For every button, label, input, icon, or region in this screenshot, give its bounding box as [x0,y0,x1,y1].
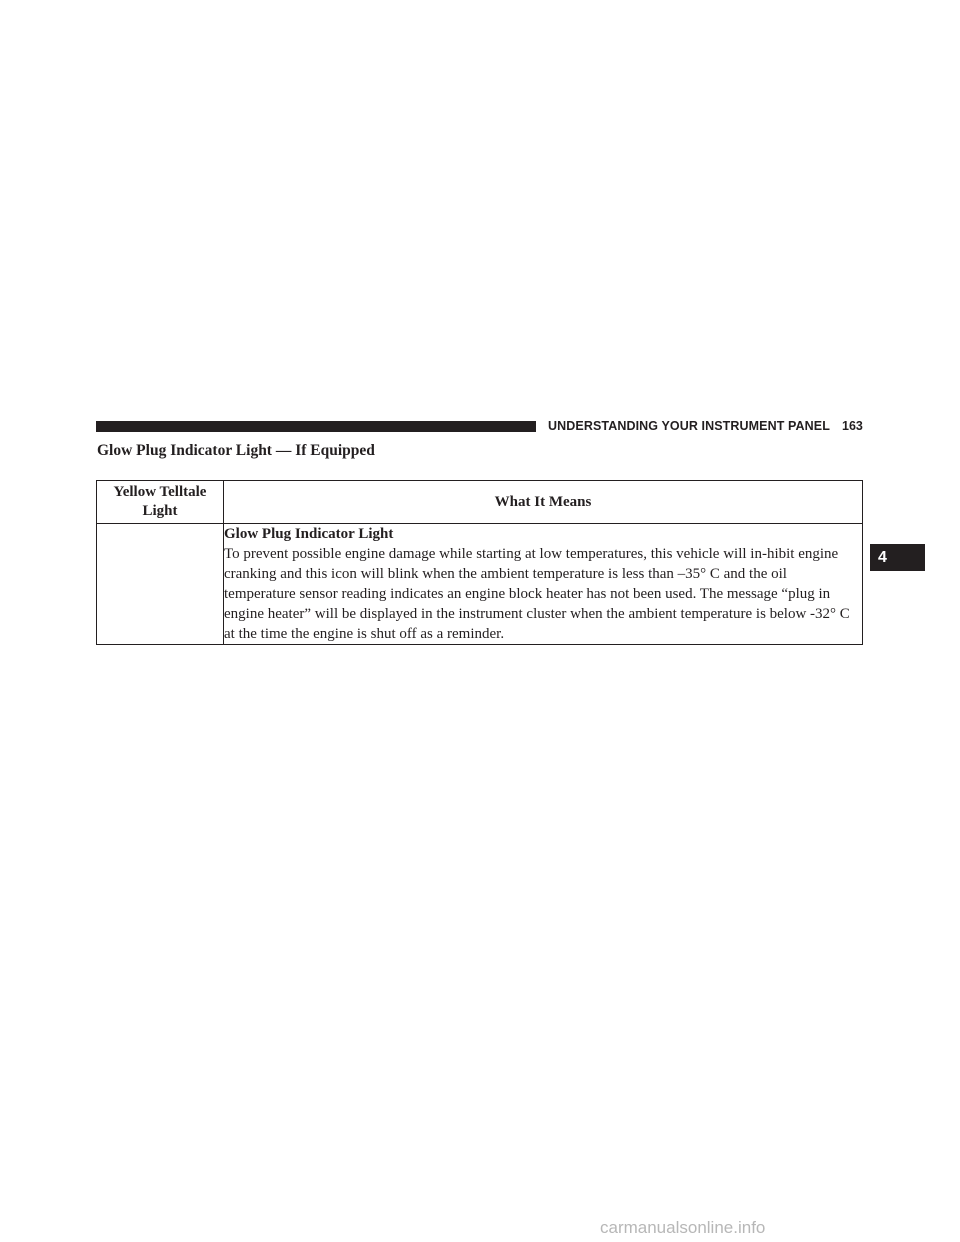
header-rule [96,421,536,432]
telltale-table [96,480,863,645]
watermark-text: carmanualsonline.info [600,1218,766,1237]
indicator-description: To prevent possible engine damage while starting at low temperatures, this vehicle will in-hibit engine cranking and this icon will blink when the ambient temperature is less than –35° C and the oil temperature sensor reading indicates an engine block heater has not been used. The message “plug in engine heater” will be displayed in the instrument cluster when the ambient temperature is below -32° C at the time the engine is shut off as a reminder. [224,546,850,642]
telltale-icon-cell [97,524,224,645]
meaning-cell [224,524,863,645]
column-header-telltale-line2: Light [142,503,178,519]
page-number: 163 [842,419,863,433]
running-header-title: UNDERSTANDING YOUR INSTRUMENT PANEL [548,419,830,433]
column-header-telltale-line1: Yellow Telltale [113,484,207,500]
table-row [97,524,863,645]
column-header-telltale [97,481,224,524]
column-header-meaning: What It Means [224,481,863,524]
chapter-tab: 4 [870,544,925,571]
indicator-name: Glow Plug Indicator Light [224,526,394,542]
table-header-row [97,481,863,524]
section-heading: Glow Plug Indicator Light — If Equipped [97,442,375,459]
